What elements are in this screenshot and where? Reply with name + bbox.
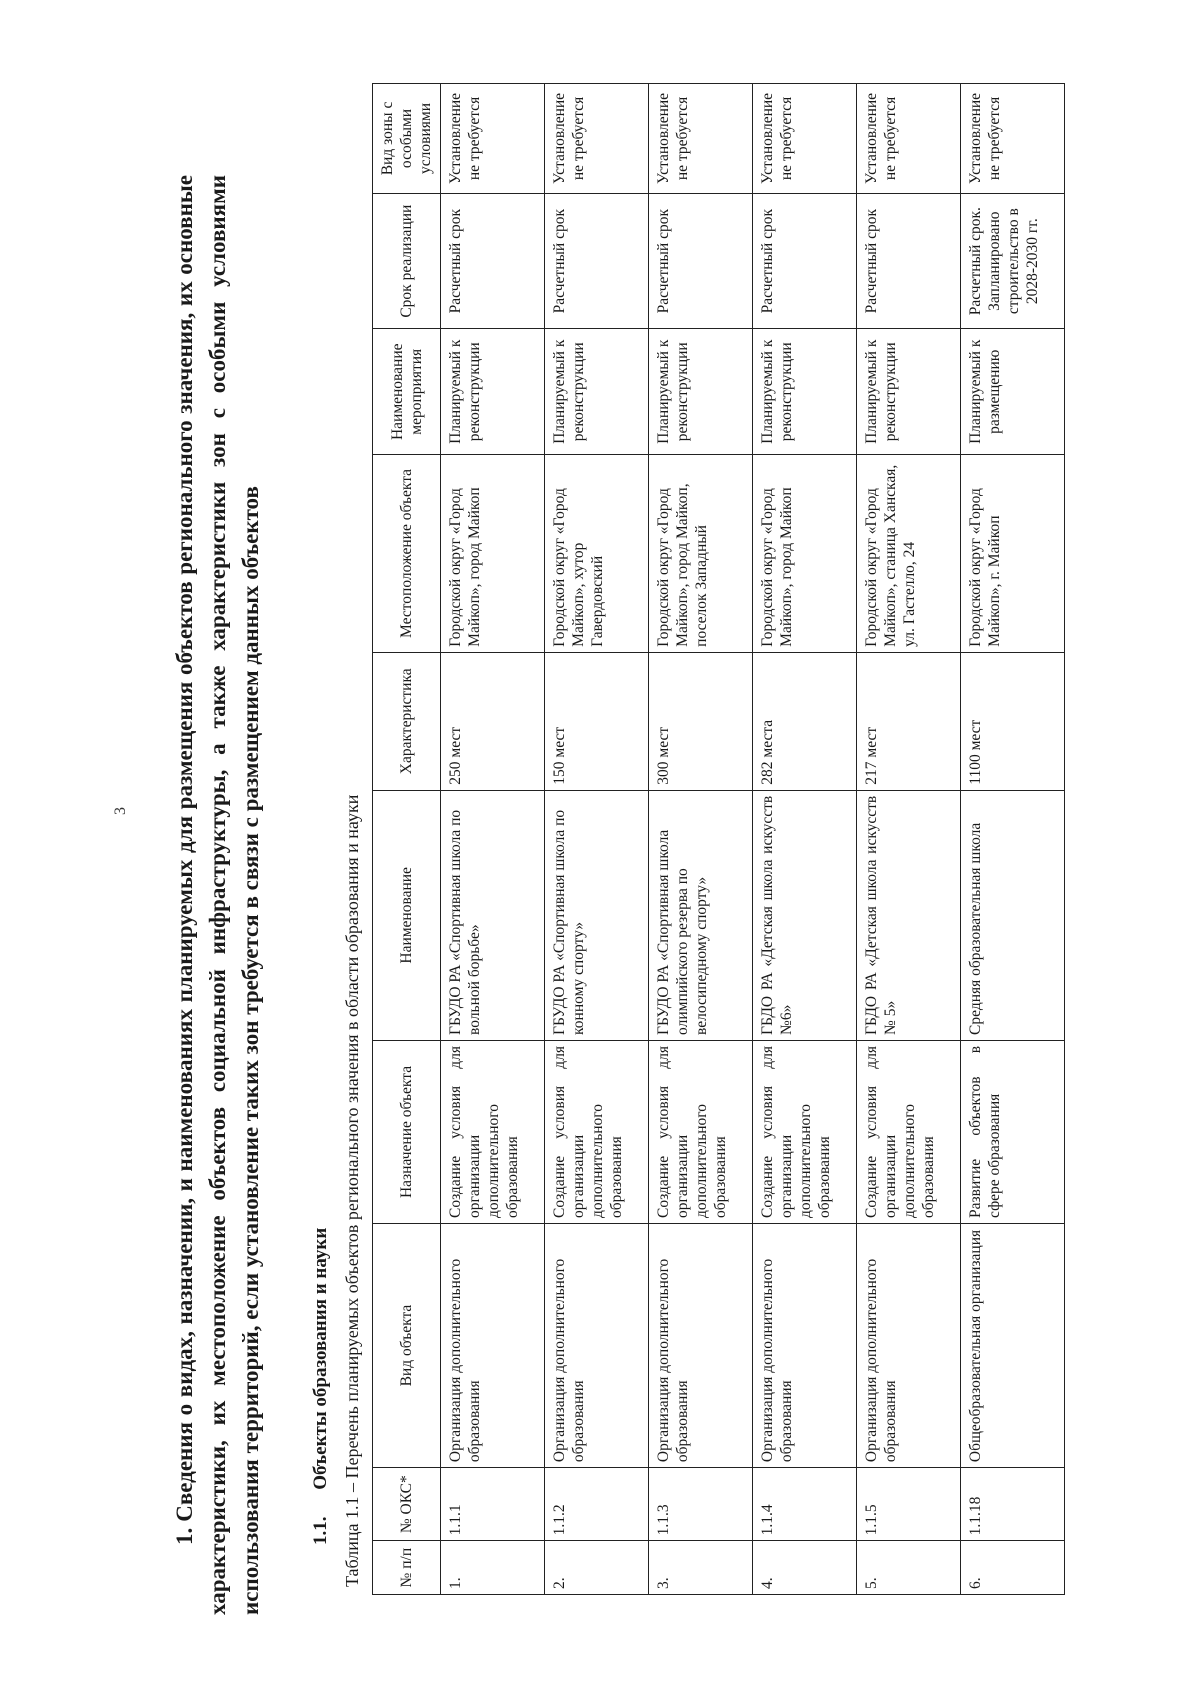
table-row	[961, 84, 1065, 1595]
row-index-cell: 4.	[753, 1541, 857, 1595]
oks-number-cell: 1.1.18	[961, 1468, 1065, 1541]
column-header: Срок реализации	[373, 193, 441, 328]
oks-number-cell: 1.1.5	[857, 1468, 961, 1541]
subsection-title: Объекты образования и науки	[310, 1227, 331, 1490]
object-type-cell: Организация дополнительного образования	[753, 1224, 857, 1468]
column-header: Наименование мероприятия	[373, 329, 441, 455]
table-caption: Таблица 1.1 – Перечень планируемых объектов регионального значения в области образования и науки	[342, 794, 362, 1587]
purpose-cell: Создание условия для организации дополнительного образования	[649, 1040, 753, 1223]
column-header: № ОКС*	[373, 1468, 441, 1541]
object-type-cell: Организация дополнительного образования	[441, 1224, 545, 1468]
table-header-row	[373, 84, 441, 1595]
measure-cell: Планируемый к реконструкции	[857, 329, 961, 455]
rotated-document	[20, 55, 1160, 1655]
name-cell: ГБУДО РА «Спортивная школа олимпийского резерва по велосипедному спорту»	[649, 790, 753, 1040]
name-cell: ГБУДО РА «Спортивная школа по конному спорту»	[545, 790, 649, 1040]
row-index-cell: 3.	[649, 1541, 753, 1595]
purpose-cell: Развитие объектов в сфере образования	[961, 1040, 1065, 1223]
zone-cell: Установление не требуется	[441, 84, 545, 194]
column-header: Вид зоны с особыми условиями	[373, 84, 441, 194]
zone-cell: Установление не требуется	[753, 84, 857, 194]
row-index-cell: 6.	[961, 1541, 1065, 1595]
row-index-cell: 1.	[441, 1541, 545, 1595]
term-cell: Расчетный срок	[753, 193, 857, 328]
location-cell: Городской округ «Город Майкоп», станица Ханская, ул. Гастелло, 24	[857, 455, 961, 653]
location-cell: Городской округ «Город Майкоп», г. Майкоп	[961, 455, 1065, 653]
section-title: Сведения о видах, назначении, и наименованиях планируемых для размещения объектов регионального значения, их основные характеристики, их местоположение объектов социальной инфраструктуры, а также характеристики зон с особыми условиями использования территорий, если установление таких зон требуется в связи с размещением данных объектов	[172, 175, 263, 1615]
characteristic-cell: 250 мест	[441, 652, 545, 790]
table-row	[753, 84, 857, 1595]
section-heading	[168, 175, 267, 1615]
table-row	[545, 84, 649, 1595]
name-cell: Средняя образовательная школа	[961, 790, 1065, 1040]
zone-cell: Установление не требуется	[857, 84, 961, 194]
term-cell: Расчетный срок	[649, 193, 753, 328]
characteristic-cell: 217 мест	[857, 652, 961, 790]
row-index-cell: 2.	[545, 1541, 649, 1595]
zone-cell: Установление не требуется	[649, 84, 753, 194]
term-cell: Расчетный срок. Запланировано строительство в 2028-2030 гг.	[961, 193, 1065, 328]
characteristic-cell: 150 мест	[545, 652, 649, 790]
subsection-heading	[310, 1228, 332, 1545]
term-cell: Расчетный срок	[545, 193, 649, 328]
zone-cell: Установление не требуется	[961, 84, 1065, 194]
column-header: Характеристика	[373, 652, 441, 790]
oks-number-cell: 1.1.1	[441, 1468, 545, 1541]
column-header: № п/п	[373, 1541, 441, 1595]
purpose-cell: Создание условия для организации дополнительного образования	[753, 1040, 857, 1223]
table-row	[441, 84, 545, 1595]
oks-number-cell: 1.1.2	[545, 1468, 649, 1541]
table-row	[649, 84, 753, 1595]
oks-number-cell: 1.1.3	[649, 1468, 753, 1541]
object-type-cell: Организация дополнительного образования	[545, 1224, 649, 1468]
name-cell: ГБУДО РА «Спортивная школа по вольной борьбе»	[441, 790, 545, 1040]
location-cell: Городской округ «Город Майкоп», хутор Гавердовский	[545, 455, 649, 653]
characteristic-cell: 300 мест	[649, 652, 753, 790]
purpose-cell: Создание условия для организации дополнительного образования	[441, 1040, 545, 1223]
row-index-cell: 5.	[857, 1541, 961, 1595]
term-cell: Расчетный срок	[857, 193, 961, 328]
characteristic-cell: 1100 мест	[961, 652, 1065, 790]
column-header: Наименование	[373, 790, 441, 1040]
oks-number-cell: 1.1.4	[753, 1468, 857, 1541]
characteristic-cell: 282 места	[753, 652, 857, 790]
objects-table	[372, 83, 1065, 1595]
page-number: 3	[112, 807, 129, 815]
column-header: Вид объекта	[373, 1224, 441, 1468]
location-cell: Городской округ «Город Майкоп», город Майкоп, поселок Западный	[649, 455, 753, 653]
object-type-cell: Организация дополнительного образования	[857, 1224, 961, 1468]
section-number: 1.	[172, 1527, 197, 1545]
purpose-cell: Создание условия для организации дополнительного образования	[857, 1040, 961, 1223]
table-row	[857, 84, 961, 1595]
measure-cell: Планируемый к реконструкции	[441, 329, 545, 455]
name-cell: ГБДО РА «Детская школа искусств №6»	[753, 790, 857, 1040]
location-cell: Городской округ «Город Майкоп», город Майкоп	[441, 455, 545, 653]
measure-cell: Планируемый к реконструкции	[753, 329, 857, 455]
location-cell: Городской округ «Город Майкоп», город Майкоп	[753, 455, 857, 653]
object-type-cell: Организация дополнительного образования	[649, 1224, 753, 1468]
object-type-cell: Общеобразовательная организация	[961, 1224, 1065, 1468]
zone-cell: Установление не требуется	[545, 84, 649, 194]
column-header: Назначение объекта	[373, 1040, 441, 1223]
column-header: Местоположение объекта	[373, 455, 441, 653]
measure-cell: Планируемый к реконструкции	[649, 329, 753, 455]
purpose-cell: Создание условия для организации дополнительного образования	[545, 1040, 649, 1223]
measure-cell: Планируемый к размещению	[961, 329, 1065, 455]
name-cell: ГБДО РА «Детская школа искусств № 5»	[857, 790, 961, 1040]
measure-cell: Планируемый к реконструкции	[545, 329, 649, 455]
subsection-number: 1.1.	[310, 1516, 331, 1545]
term-cell: Расчетный срок	[441, 193, 545, 328]
